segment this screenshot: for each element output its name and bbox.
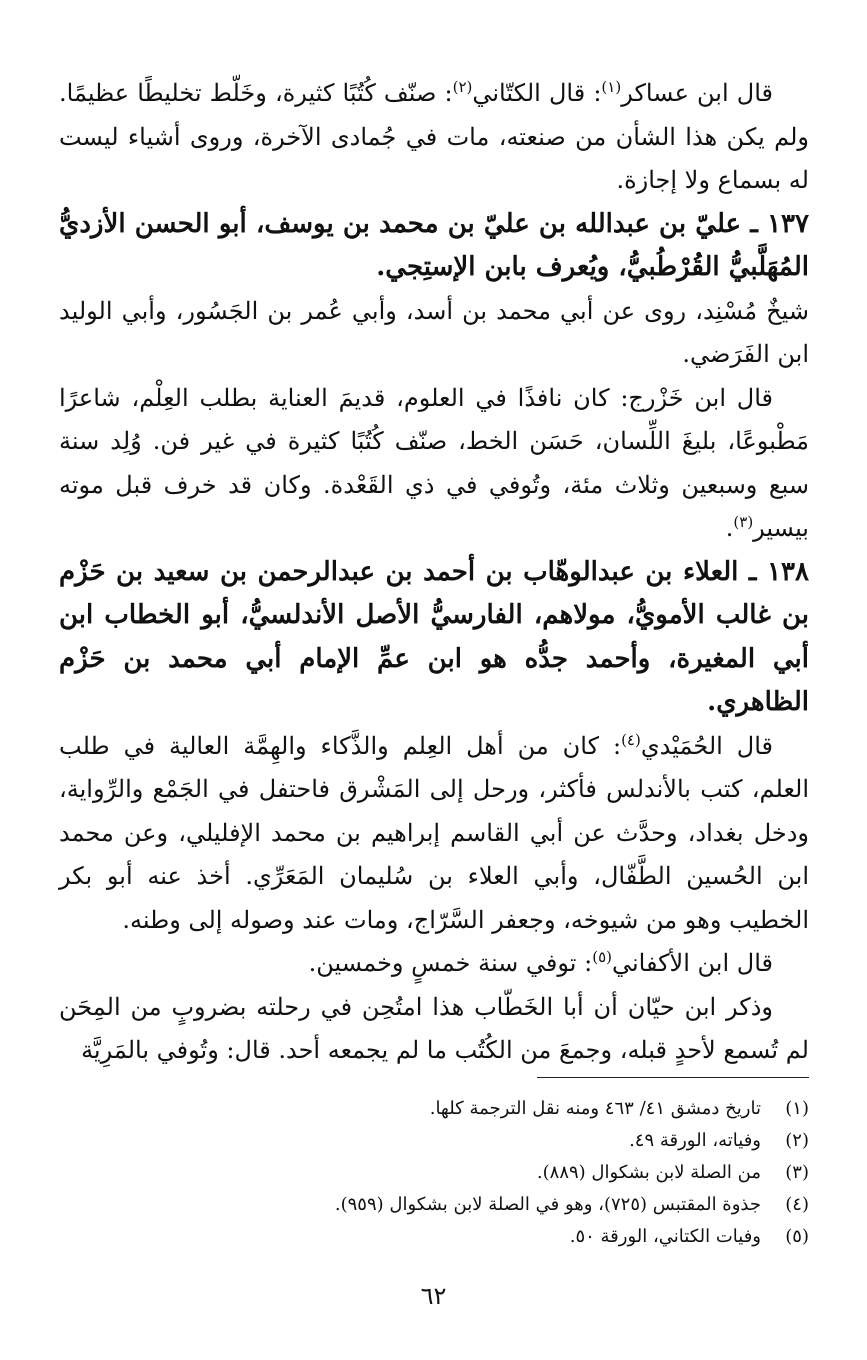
- footnote-4: [59, 1189, 809, 1221]
- paragraph-sheikh-musnid: شيخٌ مُسْنِد، روى عن أبي محمد بن أسد، وأبي عُمر بن الجَسُور، وأبي الوليد ابن الفَرَضي.: [59, 296, 809, 368]
- text-segment: : كان من أهل العِلم والذَّكاء والهِمَّة العالية في طلب العلم، كتب بالأندلس فأكثر، ورحل إلى المَشْرق فاحتفل في الجَمْع والرِّواية، ودخل بغداد، وحدَّث عن أبي القاسم إبراهيم بن محمد الإفليلي، وعن محمد ابن الحُسين الطَّفّال، وأبي العلاء بن سُليمان المَعَرِّي. أخذ عنه أبو بكر الخطيب وهو من شيوخه، وجعفر السَّرّاج، ومات عند وصوله إلى وطنه.: [59, 731, 809, 934]
- footnote-ref-1: (١): [601, 78, 622, 96]
- footnote-divider: [537, 1077, 809, 1078]
- text-segment: : توفي سنة خمسٍ وخمسين.: [308, 949, 593, 977]
- text-segment: قال الحُمَيْدي: [640, 731, 773, 760]
- entry-heading-137: ١٣٧ ـ عليّ بن عبدالله بن عليّ بن محمد بن يوسف، أبو الحسن الأزديُّ المُهَلَّبيُّ القُرْطُبيُّ، ويُعرف بابن الإستِجي.: [59, 208, 809, 282]
- footnotes: [59, 1093, 809, 1253]
- footnote-text: من الصلة لابن بشكوال (٨٨٩).: [536, 1162, 761, 1183]
- text-segment: قال ابن الأكفاني: [611, 949, 773, 977]
- page-number: ٦٢: [420, 1282, 447, 1310]
- footnote-number: (٢): [785, 1130, 809, 1151]
- text-segment: قال ابن عساكر: [621, 79, 774, 107]
- paragraph-ibn-hayyan: وذكر ابن حيّان أن أبا الخَطّاب هذا امتُحِن في رحلته بضروبٍ من المِحَن لم تُسمع لأحدٍ قبله، وجمعَ من الكُتُب ما لم يجمعه أحد. قال: وتُوفي بالمَرِيَّة: [59, 992, 809, 1064]
- main-text: [59, 72, 809, 1073]
- footnote-text: وفيات الكتاني، الورقة ٥٠.: [569, 1226, 761, 1247]
- footnote-text: وفياته، الورقة ٤٩.: [629, 1130, 761, 1151]
- paragraph-ibn-khazraj: [59, 377, 809, 551]
- footnote-ref-5: (٥): [592, 948, 612, 966]
- paragraph-humaydi: [59, 725, 809, 943]
- footnote-1: [59, 1093, 809, 1125]
- text-segment: .: [725, 514, 734, 542]
- footnote-3: [59, 1157, 809, 1189]
- footnote-number: (٣): [785, 1162, 809, 1183]
- footnote-number: (٥): [785, 1226, 809, 1247]
- footnote-text: تاريخ دمشق ٤١/ ٤٦٣ ومنه نقل الترجمة كلها.: [429, 1098, 761, 1119]
- footnote-text: جذوة المقتبس (٧٢٥)، وهو في الصلة لابن بشكوال (٩٥٩).: [334, 1194, 761, 1215]
- footnote-2: [59, 1125, 809, 1157]
- footnote-5: [59, 1221, 809, 1253]
- footnote-ref-2: (٢): [452, 78, 473, 96]
- footnote-number: (١): [785, 1098, 809, 1119]
- text-segment: قال ابن خَزْرج: كان نافذًا في العلوم، قديمَ العناية بطلب العِلْم، شاعرًا مَطْبوعًا، بليغَ اللِّسان، حَسَن الخط، صنّف كُتُبًا كثيرة في غير فن. وُلِد سنة سبع وسبعين وثلاث مئة، وتُوفي في ذي القَعْدة. وكان قد خرف قبل موته بيسير: [59, 383, 809, 542]
- entry-heading-138: ١٣٨ ـ العلاء بن عبدالوهّاب بن أحمد بن عبدالرحمن بن سعيد بن حَزْم بن غالب الأمويُّ، مولاهم، الفارسيُّ الأصل الأندلسيُّ، أبو الخطاب ابن أبي المغيرة، وأحمد جدُّه هو ابن عمِّ الإمام أبي محمد بن حَزْم الظاهري.: [59, 556, 809, 717]
- text-segment: : قال الكتّاني: [472, 79, 602, 107]
- footnote-ref-4: (٤): [621, 730, 641, 749]
- paragraph-ibn-akfani: [59, 942, 809, 986]
- footnote-number: (٤): [785, 1194, 809, 1215]
- footnote-ref-3: (٣): [733, 513, 754, 531]
- paragraph-ibn-asakir: [59, 72, 809, 203]
- text-segment: : صنّف كُتُبًا كثيرة، وخَلّط تخليطًا عظيمًا. ولم يكن هذا الشأن من صنعته، مات في جُمادى الآخرة، وروى أشياء ليست له بسماع ولا إجازة.: [59, 79, 809, 194]
